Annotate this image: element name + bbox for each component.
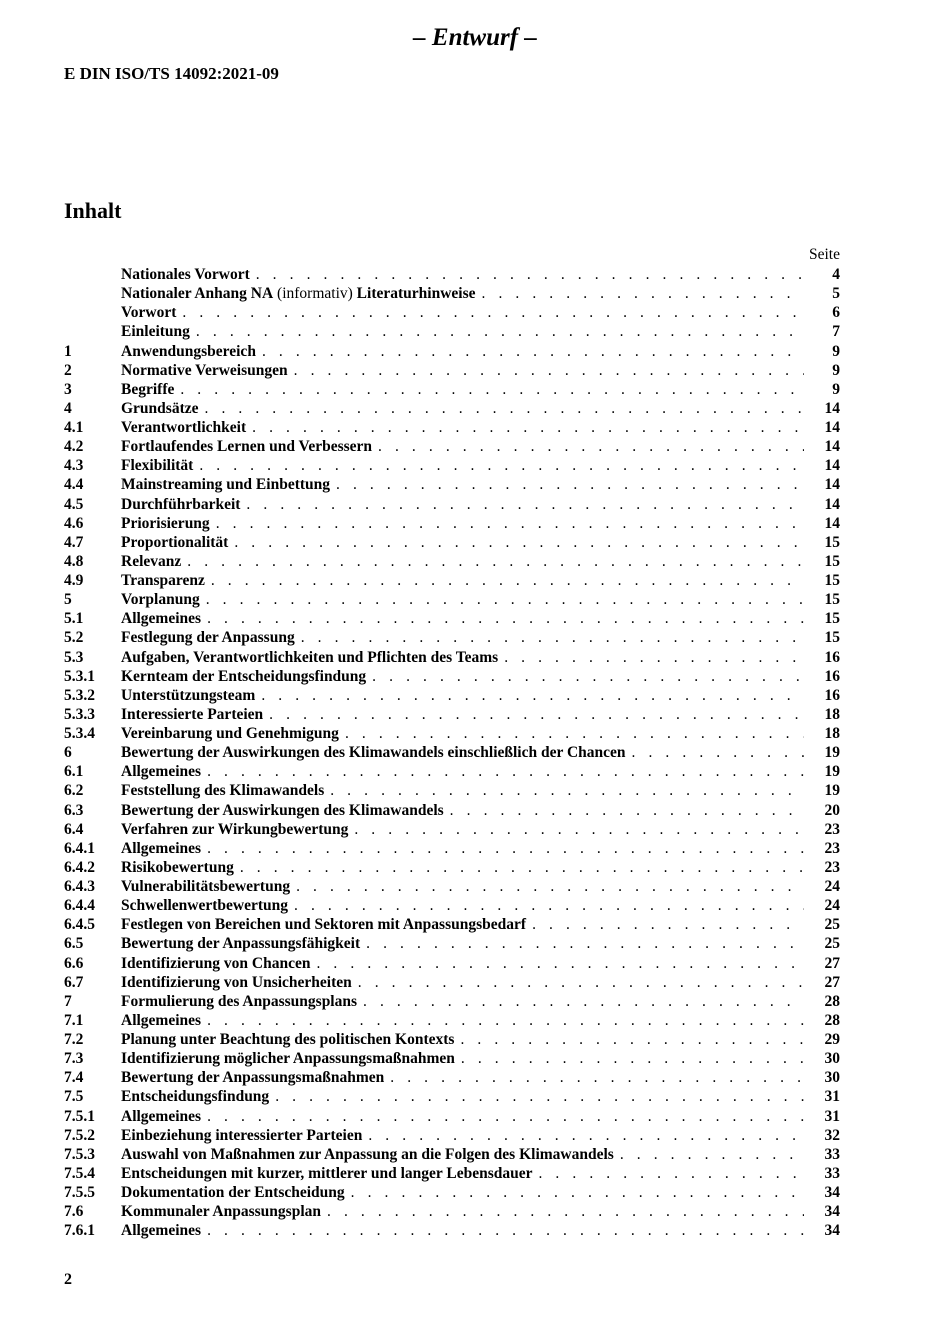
toc-entry[interactable] — [64, 1030, 840, 1049]
toc-entry-title: Auswahl von Maßnahmen zur Anpassung an die Folgen des Klimawandels — [121, 1145, 614, 1163]
toc-entry-number: 6.1 — [64, 763, 84, 781]
toc-entry[interactable] — [64, 322, 840, 341]
toc-entry[interactable] — [64, 533, 840, 552]
dot-leader — [316, 954, 804, 973]
toc-entry-number: 5.3.1 — [64, 667, 95, 685]
toc-entry-number: 6.6 — [64, 954, 84, 972]
toc-entry[interactable] — [64, 380, 840, 399]
toc-entry-number: 5 — [64, 591, 72, 609]
toc-entry-page: 15 — [824, 629, 840, 647]
toc-entry-number: 4.8 — [64, 552, 84, 570]
toc-entry-title: Festlegen von Bereichen und Sektoren mit Anpassungsbedarf — [121, 916, 527, 934]
toc-entry-title: Priorisierung — [121, 514, 210, 532]
toc-entry[interactable] — [64, 514, 840, 533]
toc-entry-page: 9 — [832, 380, 840, 398]
toc-entry-page: 34 — [824, 1203, 840, 1221]
toc-entry[interactable] — [64, 1183, 840, 1202]
toc-entry-title-main: Nationaler Anhang NA — [121, 285, 274, 303]
dot-leader — [460, 1030, 804, 1049]
dot-leader — [390, 1068, 804, 1087]
dot-leader — [294, 896, 804, 915]
dot-leader — [207, 762, 804, 781]
dot-leader — [450, 801, 804, 820]
toc-entry-page: 14 — [824, 514, 840, 532]
toc-entry-page: 16 — [824, 648, 840, 666]
toc-entry-page: 24 — [824, 897, 840, 915]
toc-entry-title: Einbeziehung interessierter Parteien — [121, 1126, 363, 1144]
toc-entry[interactable] — [64, 361, 840, 380]
dot-leader — [269, 705, 804, 724]
toc-entry[interactable] — [64, 628, 840, 647]
dot-leader — [234, 533, 804, 552]
toc-entry-number: 4.4 — [64, 476, 84, 494]
toc-entry-page: 6 — [832, 304, 840, 322]
dot-leader — [199, 456, 804, 475]
dot-leader — [207, 1107, 804, 1126]
toc-entry-number: 5.3.4 — [64, 725, 95, 742]
dot-leader — [207, 609, 804, 628]
toc-entry-title: Transparenz — [121, 572, 205, 589]
toc-entry[interactable] — [64, 1221, 840, 1240]
toc-entry-title: Allgemeines — [121, 610, 202, 628]
toc-entry-number: 6.4.2 — [64, 858, 95, 876]
toc-entry-number: 4.6 — [64, 514, 84, 532]
dot-leader — [196, 322, 804, 341]
toc-entry-page: 15 — [824, 591, 840, 609]
toc-entry-title: Allgemeines — [121, 763, 202, 781]
dot-leader — [504, 648, 804, 667]
toc-entry[interactable] — [64, 1107, 840, 1126]
toc-entry[interactable] — [64, 1145, 840, 1164]
toc-entry-title: Bewertung der Auswirkungen des Klimawandels einschließlich der Chancen — [121, 744, 626, 762]
toc-entry-number: 7.5.2 — [64, 1126, 95, 1144]
toc-entry-page: 25 — [824, 935, 840, 953]
toc-entry-page: 27 — [824, 954, 840, 972]
toc-entry-title: Aufgaben, Verantwortlichkeiten und Pflichten des Teams — [121, 648, 499, 666]
toc-entry-page: 14 — [824, 399, 840, 417]
toc-entry[interactable] — [64, 284, 840, 303]
dot-leader — [256, 265, 804, 284]
toc-entry-number: 7.3 — [64, 1050, 84, 1068]
dot-leader — [358, 973, 804, 992]
toc-entry-page: 19 — [824, 782, 840, 800]
toc-entry-page: 23 — [824, 858, 840, 876]
toc-entry-page: 14 — [824, 495, 840, 513]
toc-entry[interactable] — [64, 724, 840, 743]
dot-leader — [378, 437, 804, 456]
toc-entry-title: Einleitung — [121, 323, 190, 341]
toc-entry-page: 20 — [824, 801, 840, 819]
toc-entry-number: 6.2 — [64, 782, 84, 800]
toc-entry[interactable] — [64, 399, 840, 418]
dot-leader — [372, 667, 804, 686]
dot-leader — [275, 1087, 804, 1106]
toc-entry-page: 24 — [824, 878, 840, 895]
toc-entry-number: 6 — [64, 744, 72, 762]
dot-leader — [538, 1164, 804, 1183]
dot-leader — [182, 303, 804, 322]
toc-entry[interactable] — [64, 456, 840, 475]
toc-entry-title: Bewertung der Auswirkungen des Klimawandels — [121, 801, 444, 819]
dot-leader — [345, 724, 804, 743]
toc-entry-title: Mainstreaming und Einbettung — [121, 476, 331, 494]
dot-leader — [632, 743, 804, 762]
toc-entry-title: Unterstützungsteam — [121, 686, 256, 704]
dot-leader — [262, 342, 804, 361]
toc-entry[interactable] — [64, 915, 840, 934]
toc-entry-page: 33 — [824, 1145, 840, 1163]
toc-entry-number: 6.5 — [64, 935, 84, 953]
toc-entry-title: Identifizierung möglicher Anpassungsmaßnahmen — [121, 1050, 455, 1068]
toc-entry-number: 7.6 — [64, 1203, 84, 1221]
dot-leader — [354, 820, 804, 839]
toc-entry[interactable] — [64, 648, 840, 667]
toc-entry-number: 7.5.1 — [64, 1107, 95, 1125]
toc-entry-page: 14 — [824, 438, 840, 456]
toc-entry-title: Planung unter Beachtung des politischen Kontexts — [121, 1031, 455, 1048]
toc-entry-page: 15 — [824, 572, 840, 589]
toc-entry-page: 16 — [824, 686, 840, 704]
toc-entry-number: 6.4 — [64, 820, 84, 838]
toc-entry-title: Feststellung des Klimawandels — [121, 782, 325, 800]
dot-leader — [261, 686, 804, 705]
dot-leader — [207, 1221, 804, 1240]
toc-entry-title: Kernteam der Entscheidungsfindung — [121, 667, 367, 685]
toc-entry-number: 2 — [64, 361, 72, 379]
toc-entry-number: 7.4 — [64, 1069, 84, 1087]
toc-entry-title: Entscheidungen mit kurzer, mittlerer und langer Lebensdauer — [121, 1164, 533, 1182]
toc-entry[interactable] — [64, 571, 840, 590]
toc-entry-number: 5.1 — [64, 610, 84, 628]
toc-entry-title: Proportionalität — [121, 533, 229, 551]
draft-watermark: – Entwurf – — [413, 24, 537, 51]
toc-entry-page: 30 — [824, 1050, 840, 1068]
toc-entry-title: Allgemeines — [121, 1011, 202, 1029]
table-of-contents — [64, 265, 840, 1240]
toc-entry-page: 29 — [824, 1031, 840, 1048]
dot-leader — [351, 1183, 804, 1202]
toc-entry-title: Dokumentation der Entscheidung — [121, 1184, 345, 1201]
toc-entry-page: 7 — [832, 323, 840, 341]
dot-leader — [246, 495, 804, 514]
dot-leader — [207, 839, 804, 858]
dot-leader — [187, 552, 804, 571]
toc-entry-title: Allgemeines — [121, 1107, 202, 1125]
dot-leader — [532, 915, 804, 934]
toc-entry-title: Vulnerabilitätsbewertung — [121, 878, 291, 895]
toc-entry-title: Fortlaufendes Lernen und Verbessern — [121, 438, 373, 456]
toc-entry-page: 9 — [832, 342, 840, 360]
dot-leader — [301, 628, 804, 647]
toc-entry-title: Allgemeines — [121, 1222, 202, 1240]
toc-entry-number: 7.6.1 — [64, 1222, 95, 1240]
toc-entry-page: 30 — [824, 1069, 840, 1087]
toc-entry-number: 7.5 — [64, 1088, 84, 1106]
toc-entry[interactable] — [64, 839, 840, 858]
dot-leader — [211, 571, 804, 590]
toc-entry-page: 14 — [824, 457, 840, 475]
toc-entry[interactable] — [64, 762, 840, 781]
toc-entry-page: 9 — [832, 361, 840, 379]
dot-leader — [461, 1049, 804, 1068]
toc-entry-title: Identifizierung von Chancen — [121, 954, 311, 972]
toc-entry[interactable] — [64, 801, 840, 820]
toc-entry[interactable] — [64, 705, 840, 724]
toc-entry[interactable] — [64, 265, 840, 284]
toc-entry-page: 14 — [824, 476, 840, 494]
toc-entry-title: Verantwortlichkeit — [121, 419, 247, 436]
toc-entry-number: 7.5.5 — [64, 1184, 95, 1201]
toc-entry-number: 6.4.5 — [64, 916, 95, 934]
toc-entry[interactable] — [64, 877, 840, 896]
dot-leader — [294, 361, 804, 380]
dot-leader — [240, 858, 804, 877]
toc-entry-title: Begriffe — [121, 380, 175, 398]
toc-entry-title: Identifizierung von Unsicherheiten — [121, 973, 352, 991]
toc-entry-title: Bewertung der Anpassungsfähigkeit — [121, 935, 361, 953]
dot-leader — [296, 877, 804, 896]
toc-entry-number: 6.4.3 — [64, 878, 95, 895]
toc-entry-title: Grundsätze — [121, 399, 199, 417]
toc-entry-number: 4.2 — [64, 438, 84, 456]
toc-entry-number: 1 — [64, 342, 72, 360]
toc-entry-number: 7.5.4 — [64, 1164, 95, 1182]
toc-entry[interactable] — [64, 743, 840, 762]
toc-entry[interactable] — [64, 552, 840, 571]
toc-entry-number: 4.7 — [64, 533, 84, 551]
toc-entry-page: 28 — [824, 992, 840, 1010]
toc-entry[interactable] — [64, 1068, 840, 1087]
toc-entry-title: Vorplanung — [121, 591, 200, 609]
toc-entry-number: 6.4.1 — [64, 839, 95, 857]
toc-entry-title: Schwellenwertbewertung — [121, 897, 289, 915]
toc-entry[interactable] — [64, 667, 840, 686]
dot-leader — [207, 1011, 804, 1030]
toc-entry-number: 7.1 — [64, 1011, 84, 1029]
toc-entry[interactable] — [64, 475, 840, 494]
dot-leader — [482, 284, 805, 303]
page-number: 2 — [64, 1271, 72, 1288]
toc-entry-title: Vorwort — [121, 304, 177, 322]
toc-entry[interactable] — [64, 495, 840, 514]
toc-entry-page: 14 — [824, 419, 840, 436]
toc-entry-title: Verfahren zur Wirkungbewertung — [121, 820, 349, 838]
toc-entry-title: Allgemeines — [121, 839, 202, 857]
toc-entry-page: 15 — [824, 533, 840, 551]
toc-entry-title: Vereinbarung und Genehmigung — [121, 725, 339, 742]
toc-entry-page: 34 — [824, 1184, 840, 1201]
toc-entry-number: 4.1 — [64, 419, 84, 436]
toc-entry-page: 23 — [824, 820, 840, 838]
dot-leader — [180, 380, 804, 399]
toc-entry-page: 4 — [832, 266, 840, 283]
dot-leader — [366, 934, 804, 953]
toc-entry-number: 7.2 — [64, 1031, 84, 1048]
toc-entry-title: Bewertung der Anpassungsmaßnahmen — [121, 1069, 385, 1087]
toc-entry-title-suffix: Literaturhinweise — [356, 285, 476, 303]
toc-entry-page: 27 — [824, 973, 840, 991]
toc-entry-title: Interessierte Parteien — [121, 705, 264, 723]
toc-entry[interactable] — [64, 1126, 840, 1145]
toc-entry-number: 3 — [64, 380, 72, 398]
toc-entry-number: 4.3 — [64, 457, 84, 475]
toc-entry-title: Flexibilität — [121, 457, 194, 475]
toc-entry[interactable] — [64, 896, 840, 915]
dot-leader — [206, 590, 804, 609]
dot-leader — [327, 1202, 804, 1221]
toc-entry[interactable] — [64, 1164, 840, 1183]
toc-entry[interactable] — [64, 437, 840, 456]
toc-entry-number: 4.5 — [64, 495, 84, 513]
toc-entry-number: 4 — [64, 399, 72, 417]
toc-entry-page: 28 — [824, 1011, 840, 1029]
toc-entry-title: Durchführbarkeit — [121, 495, 241, 513]
toc-entry-number: 6.3 — [64, 801, 84, 819]
toc-entry-title: Kommunaler Anpassungsplan — [121, 1203, 321, 1221]
toc-entry-title: Festlegung der Anpassung — [121, 629, 295, 647]
toc-entry-number: 5.3 — [64, 648, 84, 666]
toc-entry-page: 16 — [824, 667, 840, 685]
toc-entry[interactable] — [64, 858, 840, 877]
toc-entry-title: Anwendungsbereich — [121, 342, 256, 360]
toc-entry-page: 15 — [824, 610, 840, 628]
toc-entry[interactable] — [64, 1202, 840, 1221]
toc-entry[interactable] — [64, 303, 840, 322]
toc-entry-title: Nationales Vorwort — [121, 266, 250, 283]
toc-entry[interactable] — [64, 973, 840, 992]
toc-entry[interactable] — [64, 954, 840, 973]
toc-entry-number: 7.5.3 — [64, 1145, 95, 1163]
toc-entry-title-annotation: (informativ) — [273, 285, 357, 303]
toc-entry[interactable] — [64, 1011, 840, 1030]
toc-entry-number: 5.3.2 — [64, 686, 95, 704]
toc-entry[interactable] — [64, 342, 840, 361]
dot-leader — [363, 992, 804, 1011]
toc-entry-title: Relevanz — [121, 552, 182, 570]
toc-entry-title: Normative Verweisungen — [121, 361, 288, 379]
toc-entry-number: 5.3.3 — [64, 705, 95, 723]
toc-entry[interactable] — [64, 590, 840, 609]
dot-leader — [336, 475, 804, 494]
dot-leader — [216, 514, 804, 533]
toc-entry-page: 19 — [824, 763, 840, 781]
toc-entry[interactable] — [64, 1087, 840, 1106]
toc-entry-page: 31 — [824, 1088, 840, 1106]
toc-entry-title: Formulierung des Anpassungsplans — [121, 992, 358, 1010]
toc-entry-page: 18 — [824, 725, 840, 742]
toc-entry-page: 19 — [824, 744, 840, 762]
page-column-label: Seite — [809, 246, 840, 263]
dot-leader — [330, 781, 804, 800]
toc-entry[interactable] — [64, 686, 840, 705]
toc-entry-title: Risikobewertung — [121, 858, 234, 876]
toc-entry-page: 18 — [824, 705, 840, 723]
toc-entry-title: Entscheidungsfindung — [121, 1088, 270, 1106]
toc-entry[interactable] — [64, 934, 840, 953]
toc-entry-page: 34 — [824, 1222, 840, 1240]
toc-entry-page: 32 — [824, 1126, 840, 1144]
toc-entry-number: 6.4.4 — [64, 897, 95, 915]
toc-entry-number: 4.9 — [64, 572, 84, 589]
toc-entry[interactable] — [64, 609, 840, 628]
toc-entry-page: 5 — [832, 285, 840, 303]
toc-entry[interactable] — [64, 992, 840, 1011]
toc-entry[interactable] — [64, 820, 840, 839]
toc-entry-page: 25 — [824, 916, 840, 934]
dot-leader — [620, 1145, 804, 1164]
toc-entry[interactable] — [64, 1049, 840, 1068]
toc-entry-page: 33 — [824, 1164, 840, 1182]
dot-leader — [368, 1126, 804, 1145]
toc-heading: Inhalt — [64, 198, 122, 223]
toc-entry-number: 7 — [64, 992, 72, 1010]
toc-entry-title — [121, 284, 476, 303]
toc-entry-page: 23 — [824, 839, 840, 857]
toc-entry-page: 31 — [824, 1107, 840, 1125]
toc-entry-number: 5.2 — [64, 629, 84, 647]
dot-leader — [252, 418, 804, 437]
toc-entry-page: 15 — [824, 552, 840, 570]
toc-entry[interactable] — [64, 418, 840, 437]
document-id: E DIN ISO/TS 14092:2021-09 — [64, 64, 279, 83]
toc-entry[interactable] — [64, 781, 840, 800]
dot-leader — [205, 399, 805, 418]
toc-entry-number: 6.7 — [64, 973, 84, 991]
